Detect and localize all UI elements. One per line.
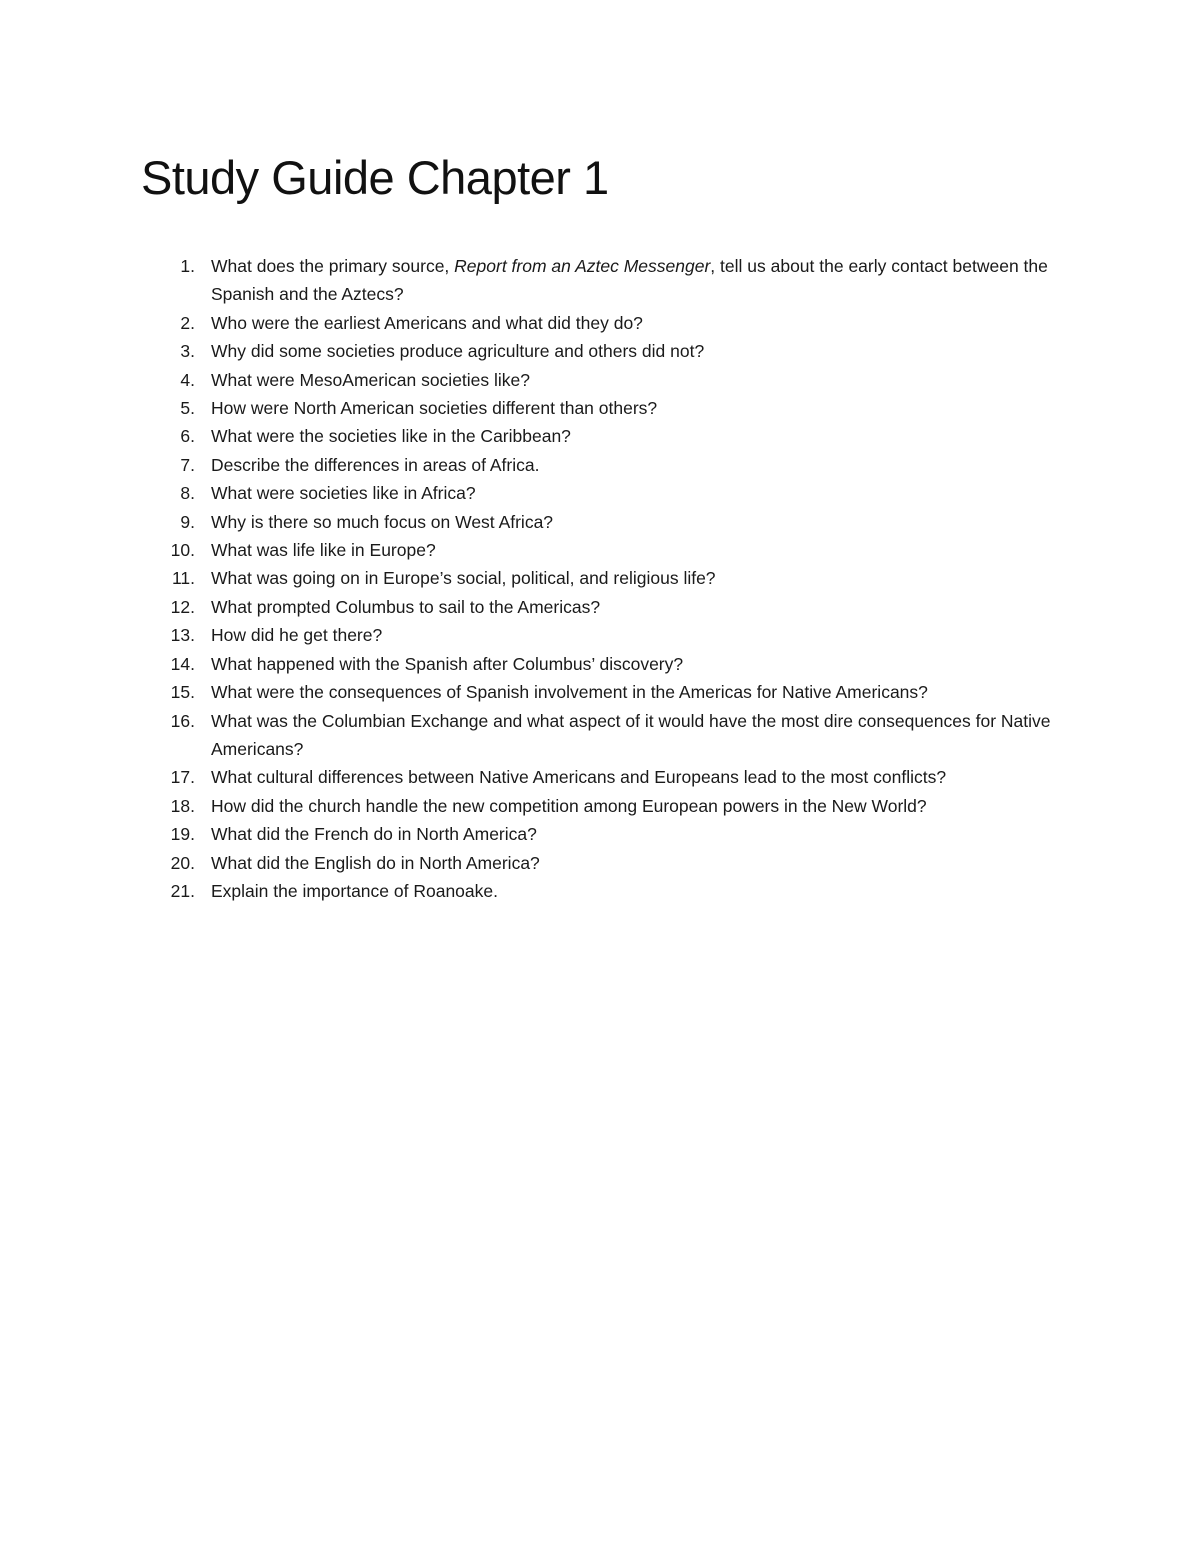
list-item: [0, 707, 1200, 764]
list-item: [0, 252, 1200, 309]
question-text: How were North American societies different than others?: [211, 398, 658, 419]
question-text: What were MesoAmerican societies like?: [211, 369, 531, 390]
question-text: What was life like in Europe?: [211, 540, 436, 561]
question-number: 16.: [170, 710, 195, 731]
question-text: Explain the importance of Roanoake.: [211, 880, 498, 901]
list-item: [0, 650, 1200, 678]
question-number: 1.: [180, 256, 195, 276]
list-item: [0, 593, 1200, 621]
list-item: [0, 309, 1200, 337]
question-number: 12.: [170, 596, 195, 617]
list-item: [0, 877, 1200, 905]
list-item: [0, 451, 1200, 479]
list-item: [0, 763, 1200, 791]
source-title: Report from an Aztec Messenger: [454, 256, 711, 276]
question-text: What does the primary source, Report from an Aztec Messenger, tell us about the early contact between the Spanish and the Aztecs?: [211, 256, 1048, 305]
question-number: 9.: [180, 511, 195, 532]
question-number: 18.: [170, 795, 195, 816]
page-title: Study Guide Chapter 1: [141, 151, 609, 204]
list-item: [0, 621, 1200, 649]
question-number: 3.: [180, 341, 195, 362]
question-number: 21.: [170, 880, 195, 901]
question-number: 6.: [180, 426, 195, 447]
list-item: [0, 508, 1200, 536]
question-number: 13.: [170, 625, 195, 646]
question-text: Who were the earliest Americans and what did they do?: [211, 312, 643, 333]
list-item: [0, 564, 1200, 592]
question-number: 20.: [170, 852, 195, 873]
question-text: What happened with the Spanish after Columbus’ discovery?: [211, 653, 684, 674]
question-number: 4.: [180, 369, 195, 390]
list-item: [0, 337, 1200, 365]
list-item: [0, 479, 1200, 507]
question-text: Describe the differences in areas of Africa.: [211, 454, 540, 475]
question-number: 14.: [170, 653, 195, 674]
question-number: 11.: [171, 568, 195, 589]
question-text: What did the French do in North America?: [211, 824, 537, 845]
list-item: [0, 422, 1200, 450]
question-number: 7.: [180, 454, 195, 475]
question-text: What was going on in Europe’s social, political, and religious life?: [211, 568, 716, 589]
question-number: 10.: [170, 540, 195, 561]
question-text: What prompted Columbus to sail to the Americas?: [211, 596, 601, 617]
question-number: 17.: [170, 767, 195, 788]
question-text: How did he get there?: [211, 625, 383, 646]
list-item: [0, 792, 1200, 820]
question-number: 2.: [180, 312, 195, 333]
question-text: What were societies like in Africa?: [211, 483, 476, 504]
question-text: What did the English do in North America?: [211, 852, 540, 873]
question-number: 15.: [170, 682, 195, 703]
question-text: What cultural differences between Native Americans and Europeans lead to the most conflicts?: [211, 767, 947, 788]
question-text: What was the Columbian Exchange and what aspect of it would have the most dire consequences for Native Americans?: [211, 710, 1051, 759]
list-item: [0, 366, 1200, 394]
list-item: [0, 820, 1200, 848]
question-text: What were the societies like in the Caribbean?: [211, 426, 571, 447]
question-number: 8.: [180, 483, 195, 504]
question-text: What were the consequences of Spanish involvement in the Americas for Native Americans?: [211, 682, 928, 703]
question-number: 19.: [170, 824, 195, 845]
list-item: [0, 394, 1200, 422]
question-text: Why is there so much focus on West Africa?: [211, 511, 554, 532]
question-list: [0, 252, 1200, 905]
question-text: Why did some societies produce agriculture and others did not?: [211, 341, 705, 362]
list-item: [0, 678, 1200, 706]
list-item: [0, 849, 1200, 877]
question-number: 5.: [180, 398, 195, 419]
question-text: How did the church handle the new competition among European powers in the New World?: [211, 795, 927, 816]
list-item: [0, 536, 1200, 564]
